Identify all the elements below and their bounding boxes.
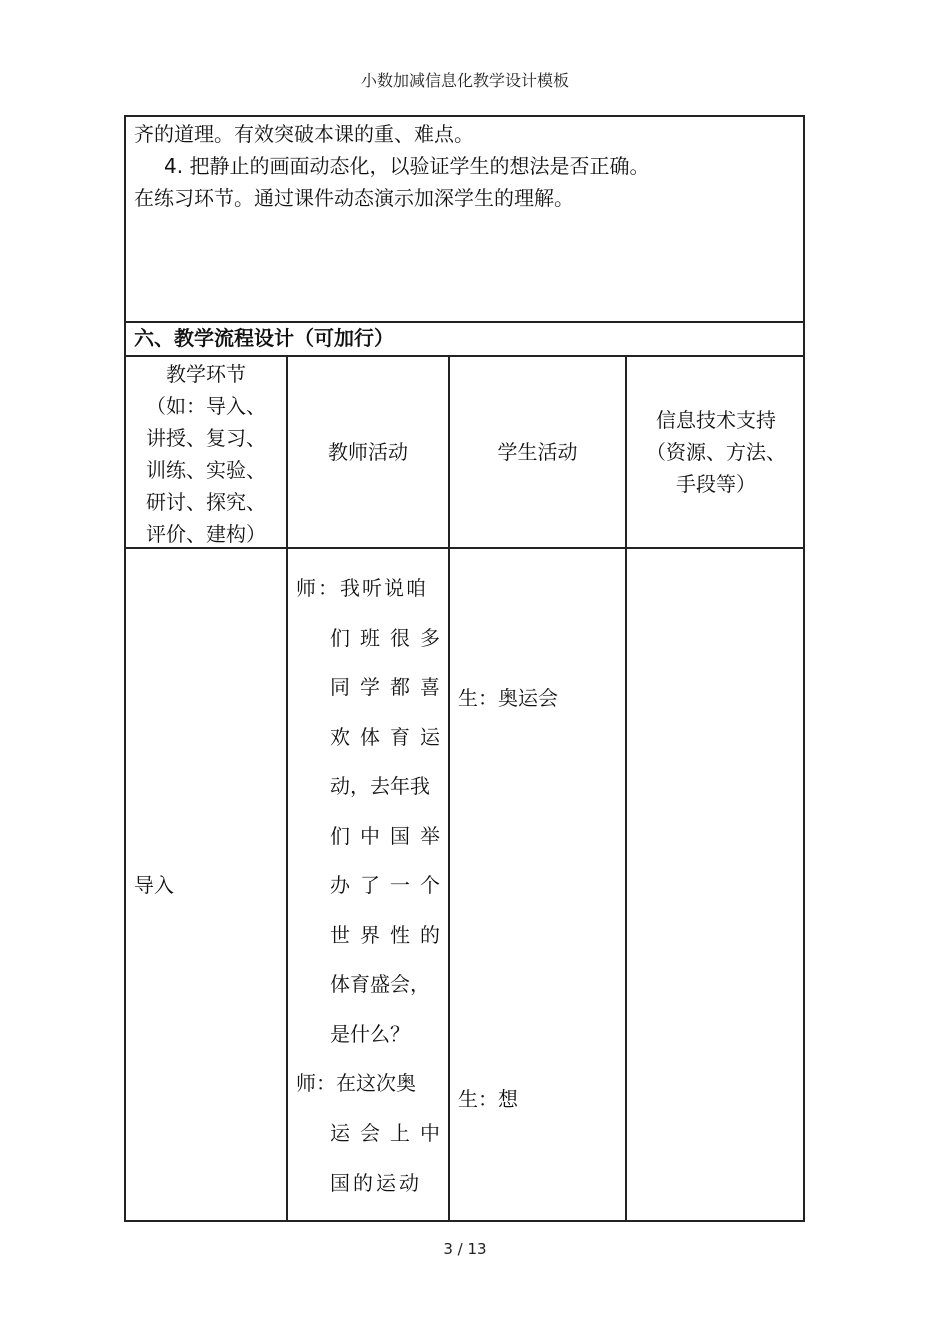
- teacher-line: 世界性的: [330, 923, 450, 947]
- header-stage-line: 研讨、探究、: [146, 490, 266, 514]
- header-student: 学生活动: [497, 440, 578, 464]
- header-tech-line: 手段等）: [676, 472, 756, 496]
- teacher-line: 同学都喜: [330, 675, 450, 699]
- teacher-line: 体育盛会，: [330, 972, 430, 996]
- teacher-line: 师：我听说咱: [296, 576, 428, 600]
- continuation-line-3: 在练习环节。通过课件动态演示加深学生的理解。: [134, 186, 574, 210]
- header-teacher: 教师活动: [328, 440, 408, 464]
- continuation-line-1: 齐的道理。有效突破本课的重、难点。: [134, 122, 474, 146]
- teacher-line: 是什么？: [330, 1022, 410, 1046]
- teacher-line: 师：在这次奥: [296, 1071, 416, 1095]
- column-divider-1: [286, 355, 288, 1222]
- teacher-line: 办了一个: [330, 873, 450, 897]
- page-header: 小数加减信息化教学设计模板: [360, 71, 569, 90]
- column-divider-2: [448, 355, 450, 1222]
- header-stage-line: 训练、实验、: [146, 458, 266, 482]
- student-activity-1: 生：奥运会: [458, 686, 558, 710]
- header-stage-line: 教学环节: [166, 362, 246, 386]
- header-stage: [126, 358, 286, 550]
- header-stage-line: 讲授、复习、: [146, 426, 266, 450]
- page-number: 3 / 13: [443, 1240, 487, 1258]
- teacher-line: 国的运动: [330, 1171, 422, 1195]
- header-tech: [627, 404, 805, 500]
- teacher-line: 动，去年我: [330, 774, 430, 798]
- teacher-line: 欢体育运: [330, 725, 450, 749]
- row-stage: 导入: [134, 873, 174, 897]
- teacher-line: 们班很多: [330, 626, 450, 650]
- section-title: 六、教学流程设计（可加行）: [134, 326, 394, 350]
- header-stage-line: （如：导入、: [146, 394, 266, 418]
- teacher-line: 运会上中: [330, 1121, 450, 1145]
- header-tech-line: 信息技术支持: [656, 408, 776, 432]
- header-stage-line: 评价、建构）: [146, 522, 266, 546]
- header-tech-line: （资源、方法、: [646, 440, 786, 464]
- continuation-line-2: 4. 把静止的画面动态化，以验证学生的想法是否正确。: [164, 154, 650, 178]
- teacher-line: 们中国举: [330, 824, 450, 848]
- student-activity-2: 生：想: [458, 1087, 518, 1111]
